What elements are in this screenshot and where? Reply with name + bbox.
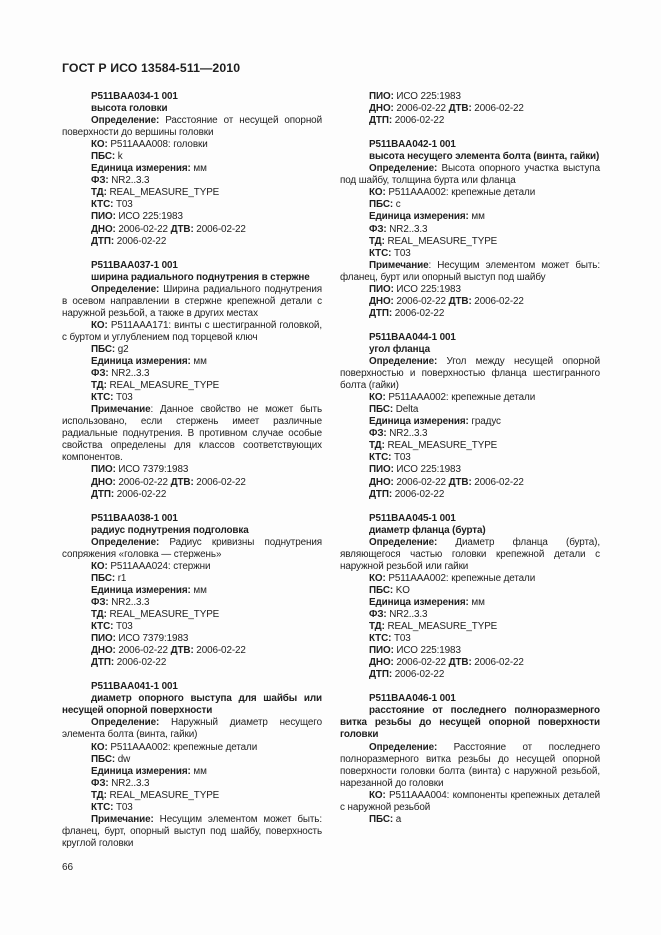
field-value: T03	[113, 199, 133, 211]
entry-field	[62, 597, 322, 609]
entry-field	[340, 163, 600, 187]
field-label: Определение:	[91, 115, 160, 127]
entry-field	[340, 477, 600, 489]
entry-field	[62, 790, 322, 802]
entry-title: ширина радиального поднутрения в стержне	[91, 271, 310, 283]
field-value: REAL_MEASURE_TYPE	[384, 621, 498, 633]
field-label: ТД:	[91, 187, 107, 199]
right-column-entries	[340, 91, 600, 826]
entry-field	[62, 489, 322, 501]
entry-field	[62, 224, 322, 236]
field-label: Единица измерения:	[91, 163, 191, 175]
entry-field	[62, 163, 322, 175]
term-entry	[62, 260, 322, 501]
field-value: dw	[115, 753, 131, 765]
field-label: КТС:	[369, 633, 392, 645]
entry-field	[340, 573, 600, 585]
field-label: КО:	[91, 741, 108, 753]
field-label: КО:	[369, 187, 386, 199]
field-label: Примечание:	[91, 813, 154, 825]
entry-field	[340, 790, 600, 814]
field-value: 2006-02-22	[393, 476, 449, 488]
entry-field	[62, 766, 322, 778]
field-label: ТД:	[91, 380, 107, 392]
field-label: ДТВ:	[448, 103, 472, 115]
entry-field	[62, 151, 322, 163]
term-entry	[340, 513, 600, 682]
field-label: ФЗ:	[91, 175, 109, 187]
entry-field	[340, 464, 600, 476]
field-label: ДТВ:	[170, 476, 194, 488]
entry-field	[340, 416, 600, 428]
field-value: мм	[468, 596, 485, 608]
field-value: 2006-02-22	[193, 476, 246, 488]
field-label: ФЗ:	[91, 777, 109, 789]
entry-field	[62, 778, 322, 790]
entry-field	[340, 657, 600, 669]
field-value: Радиус кривизны поднутрения сопряжения «головка — стержень»	[62, 536, 322, 560]
entry-field	[340, 187, 600, 199]
document-header: ГОСТ Р ИСО 13584-511—2010	[62, 61, 241, 75]
field-label: ФЗ:	[369, 609, 387, 621]
field-value: ИСО 225:1983	[393, 464, 461, 476]
field-label: ФЗ:	[369, 223, 387, 235]
field-label: ДТП:	[369, 307, 393, 319]
entry-field	[340, 597, 600, 609]
field-label: ПБС:	[91, 343, 116, 355]
field-label: ФЗ:	[369, 428, 387, 440]
field-value: 2006-02-22	[471, 295, 524, 307]
entry-field	[62, 633, 322, 645]
field-label: Определение:	[369, 536, 438, 548]
field-value: NR2..3.3	[108, 368, 150, 380]
entry-code: P511BAA038-1 001	[91, 512, 178, 524]
entry-field	[340, 537, 600, 573]
field-value: ИСО 7379:1983	[115, 633, 189, 645]
field-value: 2006-02-22	[393, 295, 449, 307]
field-value: T03	[391, 247, 411, 259]
field-label: КТС:	[91, 621, 114, 633]
field-label: КО:	[369, 392, 386, 404]
field-value: P511AAA008: головки	[107, 139, 208, 151]
field-label: ПБС:	[369, 813, 394, 825]
field-label: ДТП:	[369, 115, 393, 127]
entry-title: высота несущего элемента болта (винта, гайки)	[369, 151, 600, 163]
field-value: 2006-02-22	[193, 223, 246, 235]
term-entry	[62, 91, 322, 248]
field-value: 2006-02-22	[392, 488, 445, 500]
right-column	[340, 91, 600, 838]
field-value: P511AAA171: винты с шестигранной головкой, с буртом и углублением под торцевой ключ	[62, 319, 322, 343]
field-label: КТС:	[91, 801, 114, 813]
field-value: T03	[113, 621, 133, 633]
entry-field	[340, 356, 600, 392]
entry-field	[62, 284, 322, 320]
field-label: ПИО:	[369, 283, 394, 295]
entry-field	[62, 645, 322, 657]
entry-field	[62, 175, 322, 187]
field-value: 2006-02-22	[471, 476, 524, 488]
field-value: NR2..3.3	[108, 777, 150, 789]
field-value: P511AAA002: крепежные детали	[385, 572, 536, 584]
field-value: 2006-02-22	[392, 115, 445, 127]
entry-field	[340, 392, 600, 404]
entry-code: P511BAA037-1 001	[91, 259, 178, 271]
field-label: ТД:	[91, 789, 107, 801]
field-value: NR2..3.3	[108, 175, 150, 187]
field-value: REAL_MEASURE_TYPE	[384, 440, 498, 452]
field-label: ПИО:	[91, 464, 116, 476]
field-value: мм	[190, 356, 207, 368]
field-label: ДНО:	[91, 476, 116, 488]
entry-field	[340, 115, 600, 127]
field-value: 2006-02-22	[471, 103, 524, 115]
field-label: Единица измерения:	[91, 765, 191, 777]
field-value: мм	[190, 765, 207, 777]
entry-field	[340, 103, 600, 115]
field-value: NR2..3.3	[108, 596, 150, 608]
field-value: Высота опорного участка выступа под шайбу, толщина бурта или фланца	[340, 163, 600, 187]
field-label: ПБС:	[369, 404, 394, 416]
term-entry	[62, 513, 322, 670]
term-entry	[340, 693, 600, 826]
entry-field	[62, 561, 322, 573]
field-label: ПБС:	[369, 199, 394, 211]
field-label: КТС:	[369, 452, 392, 464]
field-value: Несущим элементом может быть: фланец, бурт, опорный выступ под шайбу, поверхность круглой головки	[62, 813, 322, 849]
field-value: 2006-02-22	[115, 645, 171, 657]
field-value: мм	[190, 163, 207, 175]
field-label: ДТВ:	[448, 295, 472, 307]
field-value: NR2..3.3	[386, 609, 428, 621]
field-label: ПИО:	[91, 211, 116, 223]
field-label: ПБС:	[369, 584, 394, 596]
field-label: ДТВ:	[170, 223, 194, 235]
field-value: градус	[468, 416, 501, 428]
entry-field	[340, 609, 600, 621]
entry-field	[62, 621, 322, 633]
entry-field	[62, 537, 322, 561]
field-value: ИСО 225:1983	[393, 283, 461, 295]
field-label: КО:	[91, 560, 108, 572]
field-value: T03	[113, 392, 133, 404]
term-entry	[340, 139, 600, 320]
entry-code: P511BAA044-1 001	[369, 331, 456, 343]
field-label: КТС:	[369, 247, 392, 259]
entry-field	[62, 754, 322, 766]
field-label: Определение:	[369, 356, 438, 368]
field-label: Единица измерения:	[91, 584, 191, 596]
entry-field	[340, 236, 600, 248]
entry-title: радиус поднутрения подголовка	[91, 524, 249, 536]
field-label: Единица измерения:	[369, 211, 469, 223]
field-value: ИСО 225:1983	[393, 91, 461, 102]
entry-title: диаметр опорного выступа для шайбы или несущей опорной поверхности	[62, 693, 322, 717]
entry-field	[340, 489, 600, 501]
field-value: P511AAA024: стержни	[107, 560, 211, 572]
field-value: Ширина радиального поднутрения в осевом направлении в стержне крепежной детали с наружной резьбой, а также в других местах	[62, 283, 322, 319]
entry-field	[62, 802, 322, 814]
field-value: c	[393, 199, 401, 211]
entry-title: диаметр фланца (бурта)	[369, 524, 486, 536]
entry-title: расстояние от последнего полноразмерного витка резьбы до несущей опорной поверхности головки	[340, 705, 600, 741]
field-label: ПИО:	[369, 464, 394, 476]
field-value: 2006-02-22	[115, 223, 171, 235]
field-label: ПБС:	[91, 572, 116, 584]
entry-field	[340, 91, 600, 103]
field-value: P511AAA002: крепежные детали	[385, 187, 536, 199]
field-value: Угол между несущей опорной поверхностью и поверхностью фланца шестигранного болта (гайки)	[340, 356, 600, 392]
field-label: ДТП:	[91, 488, 115, 500]
field-value: 2006-02-22	[115, 476, 171, 488]
field-label: КО:	[91, 139, 108, 151]
entry-field	[62, 742, 322, 754]
field-label: Примечание	[91, 404, 151, 416]
entry-field	[62, 657, 322, 669]
field-value: 2006-02-22	[114, 657, 167, 669]
field-value: REAL_MEASURE_TYPE	[106, 609, 220, 621]
entry-code: P511BAA034-1 001	[91, 91, 178, 102]
entry-title: угол фланца	[369, 343, 430, 355]
entry-field	[340, 669, 600, 681]
entry-field	[62, 115, 322, 139]
field-label: ПИО:	[369, 645, 394, 657]
entry-field	[340, 248, 600, 260]
field-value: Наружный диаметр несущего элемента болта (винта, гайки)	[62, 717, 322, 741]
entry-field	[340, 260, 600, 284]
field-label: Единица измерения:	[369, 596, 469, 608]
field-value: NR2..3.3	[386, 428, 428, 440]
field-label: Определение:	[91, 283, 160, 295]
field-value: 2006-02-22	[471, 657, 524, 669]
field-value: : Несущим элементом может быть: фланец, бурт или опорный выступ под шайбу	[340, 259, 600, 283]
field-label: Определение:	[91, 717, 160, 729]
entry-field	[340, 585, 600, 597]
field-value: 2006-02-22	[392, 669, 445, 681]
field-label: ПБС:	[91, 151, 116, 163]
field-value: NR2..3.3	[386, 223, 428, 235]
field-label: Единица измерения:	[91, 356, 191, 368]
field-label: ПИО:	[91, 633, 116, 645]
field-value: Диаметр фланца (бурта), являющегося частью головки крепежной детали с наружной резьбой или гайки	[340, 536, 600, 572]
term-entry	[62, 681, 322, 850]
entry-field	[62, 199, 322, 211]
term-entry	[340, 332, 600, 501]
field-label: КО:	[369, 789, 386, 801]
entry-field	[62, 139, 322, 151]
entry-field	[62, 609, 322, 621]
field-value: P511AAA002: крепежные детали	[107, 741, 258, 753]
field-value: 2006-02-22	[193, 645, 246, 657]
entry-field	[62, 392, 322, 404]
field-value: REAL_MEASURE_TYPE	[106, 187, 220, 199]
entry-field	[340, 633, 600, 645]
term-entry	[340, 91, 600, 127]
field-label: ДТВ:	[448, 476, 472, 488]
field-label: ДНО:	[91, 223, 116, 235]
entry-field	[340, 199, 600, 211]
field-value: ИСО 7379:1983	[115, 464, 189, 476]
entry-field	[340, 404, 600, 416]
field-label: ДНО:	[369, 295, 394, 307]
entry-field	[62, 344, 322, 356]
field-label: ПИО:	[369, 91, 394, 102]
field-label: Определение:	[369, 163, 438, 175]
field-value: 2006-02-22	[393, 657, 449, 669]
field-value: мм	[190, 584, 207, 596]
field-value: REAL_MEASURE_TYPE	[106, 789, 220, 801]
entry-code: P511BAA041-1 001	[91, 681, 178, 693]
field-label: ДНО:	[91, 645, 116, 657]
entry-field	[340, 814, 600, 826]
field-value: ИСО 225:1983	[115, 211, 183, 223]
field-value: P511AAA004: компоненты крепежных деталей с наружной резьбой	[340, 789, 600, 813]
field-value: 2006-02-22	[114, 488, 167, 500]
entry-field	[62, 814, 322, 850]
field-value: g2	[115, 343, 129, 355]
page-number: 66	[62, 862, 74, 873]
entry-field	[340, 440, 600, 452]
field-value: 2006-02-22	[114, 235, 167, 247]
field-value: REAL_MEASURE_TYPE	[106, 380, 220, 392]
field-label: ТД:	[369, 440, 385, 452]
field-value: мм	[468, 211, 485, 223]
entry-field	[62, 464, 322, 476]
field-label: КТС:	[91, 199, 114, 211]
entry-field	[340, 308, 600, 320]
field-value: KO	[393, 584, 410, 596]
field-value: Расстояние от последнего полноразмерного витка резьбы до несущей опорной поверхности головки болта (винта) с наружной резьбой, нарезанной до головки	[340, 741, 600, 789]
field-value: a	[393, 813, 402, 825]
field-value: T03	[391, 452, 411, 464]
field-value: r1	[115, 572, 127, 584]
field-label: Примечание	[369, 259, 429, 271]
field-label: ТД:	[369, 621, 385, 633]
field-label: ДТП:	[369, 488, 393, 500]
field-value: T03	[391, 633, 411, 645]
field-label: ФЗ:	[91, 368, 109, 380]
field-label: КТС:	[91, 392, 114, 404]
entry-title: высота головки	[91, 103, 168, 115]
entry-field	[62, 585, 322, 597]
entry-field	[62, 187, 322, 199]
entry-field	[62, 717, 322, 741]
field-label: ТД:	[369, 235, 385, 247]
entry-field	[340, 211, 600, 223]
entry-field	[340, 742, 600, 790]
field-label: ДТП:	[91, 235, 115, 247]
entry-field	[62, 477, 322, 489]
field-label: ДНО:	[369, 657, 394, 669]
field-label: ПБС:	[91, 753, 116, 765]
field-label: ДТП:	[91, 657, 115, 669]
entry-field	[340, 284, 600, 296]
field-value: Расстояние от несущей опорной поверхности до вершины головки	[62, 115, 322, 139]
entry-field	[340, 224, 600, 236]
field-value: P511AAA002: крепежные детали	[385, 392, 536, 404]
field-value: Delta	[393, 404, 419, 416]
field-label: Определение:	[91, 536, 160, 548]
entry-field	[340, 296, 600, 308]
left-column-entries	[62, 91, 322, 850]
field-label: КО:	[91, 319, 108, 331]
entry-field	[62, 320, 322, 344]
field-label: ДТВ:	[448, 657, 472, 669]
left-column	[62, 91, 322, 874]
field-value: REAL_MEASURE_TYPE	[384, 235, 498, 247]
entry-code: P511BAA042-1 001	[369, 139, 456, 151]
field-value: ИСО 225:1983	[393, 645, 461, 657]
field-label: ТД:	[91, 609, 107, 621]
entry-code: P511BAA045-1 001	[369, 512, 456, 524]
field-value: T03	[113, 801, 133, 813]
entry-field	[340, 452, 600, 464]
entry-field	[62, 573, 322, 585]
field-label: ДНО:	[369, 476, 394, 488]
field-label: ФЗ:	[91, 596, 109, 608]
entry-field	[62, 356, 322, 368]
field-value: 2006-02-22	[393, 103, 449, 115]
field-value: 2006-02-22	[392, 307, 445, 319]
field-value: k	[115, 151, 123, 163]
entry-field	[62, 368, 322, 380]
field-label: ДНО:	[369, 103, 394, 115]
entry-field	[340, 645, 600, 657]
entry-field	[62, 404, 322, 464]
field-value: : Данное свойство не может быть использовано, если стержень имеет различные радиальные поднутрения. В противном случае особые свойства определены для классов соответствующих компонентов.	[62, 404, 322, 464]
field-label: ДТП:	[369, 669, 393, 681]
entry-field	[62, 211, 322, 223]
entry-field	[340, 428, 600, 440]
entry-field	[62, 236, 322, 248]
field-label: КО:	[369, 572, 386, 584]
entry-field	[62, 380, 322, 392]
field-label: Единица измерения:	[369, 416, 469, 428]
field-label: Определение:	[369, 741, 438, 753]
entry-code: P511BAA046-1 001	[369, 693, 456, 705]
entry-field	[340, 621, 600, 633]
field-label: ДТВ:	[170, 645, 194, 657]
